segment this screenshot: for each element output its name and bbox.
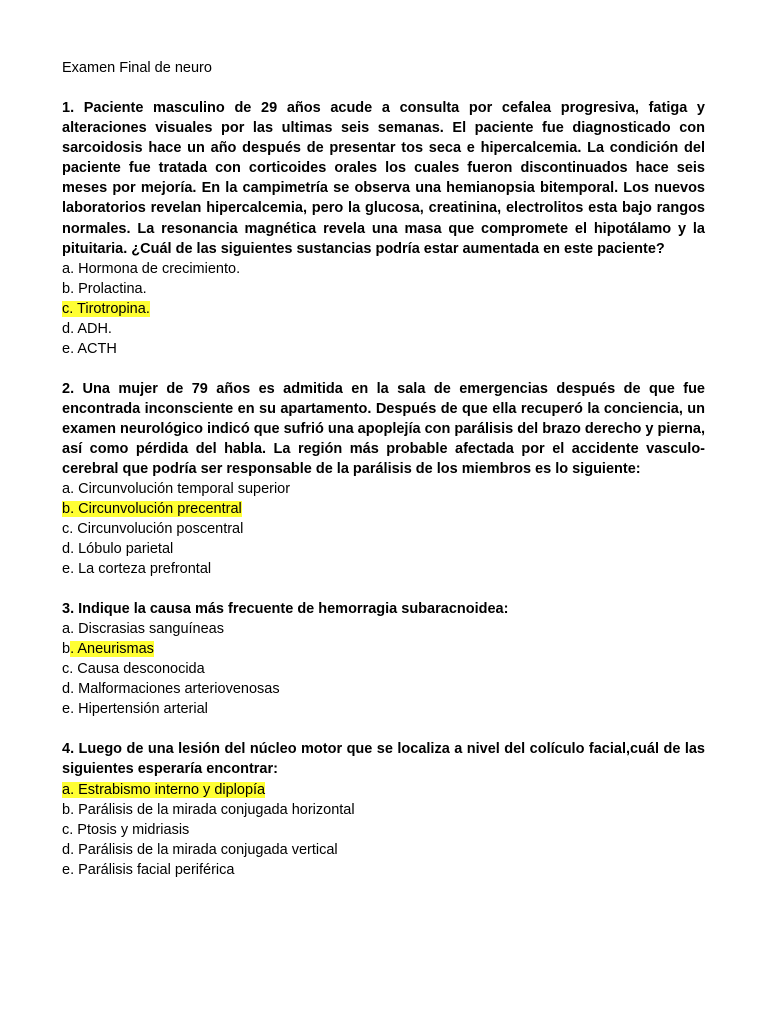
answer-option-d: d. Malformaciones arteriovenosas (62, 681, 280, 698)
answer-highlight: b. Circunvolución precentral (62, 501, 242, 518)
question-2 (62, 379, 705, 579)
answer-option-b: b. Prolactina. (62, 280, 147, 297)
answer-option-a: a. Discrasias sanguíneas (62, 621, 224, 638)
answer-option-d: d. ADH. (62, 320, 112, 337)
answer-options (62, 780, 705, 880)
answer-option-e: e. Hipertensión arterial (62, 701, 208, 718)
answer-option-c (62, 299, 705, 319)
answer-option-b: b. Aneurismas (62, 641, 154, 658)
answer-option-b: b. Parálisis de la mirada conjugada horizontal (62, 801, 355, 818)
answer-option-a (62, 780, 705, 800)
question-text: 3. Indique la causa más frecuente de hemorragia subaracnoidea: (62, 601, 509, 618)
answer-highlight: a. Estrabismo interno y diplopía (62, 781, 266, 798)
answer-option-a: a. Circunvolución temporal superior (62, 481, 291, 498)
answer-option-a: a. Hormona de crecimiento. (62, 260, 241, 277)
question-text: 1. Paciente masculino de 29 años acude a consulta por cefalea progresiva, fatiga y alteraciones visuales por las ultimas seis semanas. El paciente fue diagnosticado con sarcoidosis hace un año después de presentar tos seca e hipercalcemia. La condición del paciente fue tratada con corticoides orales los cuales fueron discontinuados hace seis meses por mejoría. En la campimetría se observa una hemianopsia bitemporal. Los nuevos laboratorios revelan hipercalcemia, pero la glucosa, creatinina, electrolitos esta bajo rangos normales. La resonancia magnética revela una masa que compromete el hipotálamo y la pituitaria. ¿Cuál de las siguientes sustancias podría estar aumentada en este paciente? (62, 100, 705, 257)
document-title: Examen Final de neuro (62, 60, 212, 76)
answer-highlight: . Aneurismas (70, 641, 154, 658)
answer-highlight: c. Tirotropina. (62, 300, 150, 317)
answer-option-c: c. Causa desconocida (62, 661, 205, 678)
answer-option-b (62, 499, 705, 519)
answer-option-d: d. Parálisis de la mirada conjugada vertical (62, 841, 338, 858)
question-4 (62, 739, 705, 879)
question-3 (62, 599, 705, 719)
answer-options (62, 619, 705, 719)
answer-option-c: c. Ptosis y midriasis (62, 821, 190, 838)
answer-option-c: c. Circunvolución poscentral (62, 521, 244, 538)
question-1 (62, 98, 705, 359)
answer-options (62, 259, 705, 359)
answer-option-e: e. La corteza prefrontal (62, 561, 212, 578)
question-text: 2. Una mujer de 79 años es admitida en la sala de emergencias después de que fue encontrada inconsciente en su apartamento. Después de que ella recuperó la conciencia, un examen neurológico indicó que sufrió una apoplejía con parálisis del brazo derecho y pierna, así como pérdida del habla. La región más probable afectada por el accidente vasculo-cerebral que podría ser responsable de la parálisis de los miembros es lo siguiente: (62, 380, 705, 478)
answer-option-e: e. Parálisis facial periférica (62, 861, 235, 878)
answer-option-e: e. ACTH (62, 340, 117, 357)
answer-options (62, 479, 705, 579)
document-content (62, 58, 705, 900)
question-text: 4. Luego de una lesión del núcleo motor que se localiza a nivel del colículo facial,cuál de las siguientes esperaría encontrar: (62, 741, 705, 778)
answer-option-d: d. Lóbulo parietal (62, 541, 174, 558)
